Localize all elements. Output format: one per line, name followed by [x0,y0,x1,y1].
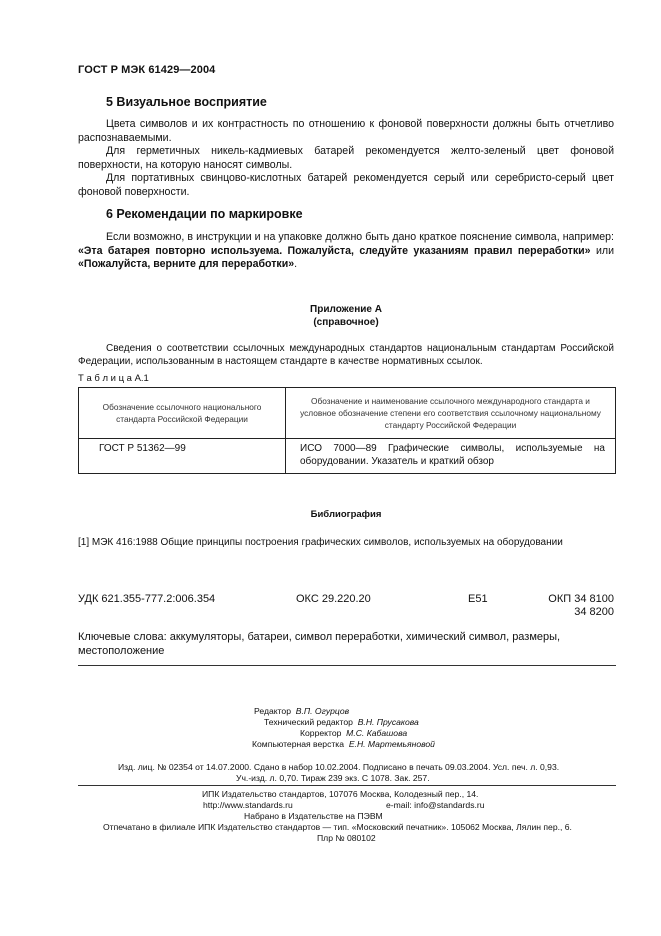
section-6-heading: 6 Рекомендации по маркировке [106,207,303,221]
bibliography-title: Библиография [310,509,382,520]
staff-corrector [300,728,407,739]
tech-editor-label: Технический редактор [264,717,353,727]
publisher-license: Плр № 080102 [317,833,376,843]
corrector-name: М.С. Кабашова [346,728,408,738]
section-5-paragraph-1: Цвета символов и их контрастность по отношению к фоновой поверхности должны быть отчетливо распознаваемыми. [78,118,614,144]
publisher-address: ИПК Издательство стандартов, 107076 Москва, Колодезный пер., 14. [202,789,479,799]
divider [78,665,616,666]
udk-code: УДК 621.355-777.2:006.354 [78,593,216,605]
table-cell: ИСО 7000—89 Графические символы, используемые на оборудовании. Указатель и краткий обзор [286,439,616,474]
table-header-cell: Обозначение ссылочного национального стандарта Российской Федерации [79,388,286,439]
editor-name: В.П. Огурцов [295,706,350,716]
okp-code-1: ОКП 34 8100 [548,593,614,605]
staff-editor [254,706,349,717]
correspondence-table [78,387,616,474]
document-code: ГОСТ Р МЭК 61429—2004 [78,64,216,76]
table-header-row [79,388,616,439]
table-header-cell: Обозначение и наименование ссылочного международного стандарта и условное обозначение степени его соответствия ссылочному национальному стандарту Российской Федерации [286,388,616,439]
appendix-title: Приложение А [310,304,382,315]
staff-tech-editor [264,717,419,728]
section-6-quote-1: «Эта батарея повторно используема. Пожалуйста, следуйте указаниям правил переработки» [78,244,591,257]
oks-code: ОКС 29.220.20 [296,593,371,605]
appendix-intro: Сведения о соответствии ссылочных международных стандартов национальным стандартам Российской Федерации, использованным в настоящем стандарте в качестве нормативных ссылок. [78,343,614,367]
classifier-code: Е51 [468,593,488,605]
section-6-intro: Если возможно, в инструкции и на упаковке должно быть дано краткое пояснение символа, например: [106,231,614,243]
table-label: Т а б л и ц а А.1 [78,373,149,384]
section-5-heading: 5 Визуальное восприятие [106,95,267,109]
layout-name: Е.Н. Мартемьяновой [348,739,435,749]
staff-layout [252,739,435,750]
section-5-paragraph-3: Для портативных свинцово-кислотных батарей рекомендуется серый или серебристо-серый цвет фоновой поверхности. [78,172,614,198]
table-cell: ГОСТ Р 51362—99 [79,439,286,474]
imprint-line-2: Уч.-изд. л. 0,70. Тираж 239 экз. С 1078. Зак. 257. [236,773,430,783]
editor-label: Редактор [254,706,291,716]
divider [78,785,616,786]
bibliography-entry: [1] МЭК 416:1988 Общие принципы построения графических символов, используемых на оборудовании [78,537,563,548]
publisher-email: e-mail: info@standards.ru [386,800,485,810]
publisher-website: http://www.standards.ru [203,800,293,810]
section-6-quote-2: «Пожалуйста, верните для переработки» [78,258,295,271]
corrector-label: Корректор [300,728,342,738]
layout-label: Компьютерная верстка [252,739,345,749]
appendix-subtitle: (справочное) [313,317,379,328]
publisher-printed: Отпечатано в филиале ИПК Издательство стандартов — тип. «Московский печатник». 105062 Москва, Лялин пер., 6. [103,822,572,832]
imprint-line-1: Изд. лиц. № 02354 от 14.07.2000. Сдано в набор 10.02.2004. Подписано в печать 09.03.2004. Усл. печ. л. 0,93. [118,762,560,772]
keywords: Ключевые слова: аккумуляторы, батареи, символ переработки, химический символ, размеры, местоположение [78,631,561,657]
section-6-end: . [294,258,298,271]
okp-code-2: 34 8200 [574,606,614,618]
section-5-paragraph-2: Для герметичных никель-кадмиевых батарей рекомендуется желто-зеленый цвет фоновой поверхности, на которую наносят символы. [78,145,614,171]
publisher-typeset: Набрано в Издательстве на ПЭВМ [244,811,383,821]
tech-editor-name: В.Н. Прусакова [357,717,419,727]
table-row [79,439,616,474]
section-6-or: или [595,244,614,257]
section-6-paragraph [78,231,614,272]
